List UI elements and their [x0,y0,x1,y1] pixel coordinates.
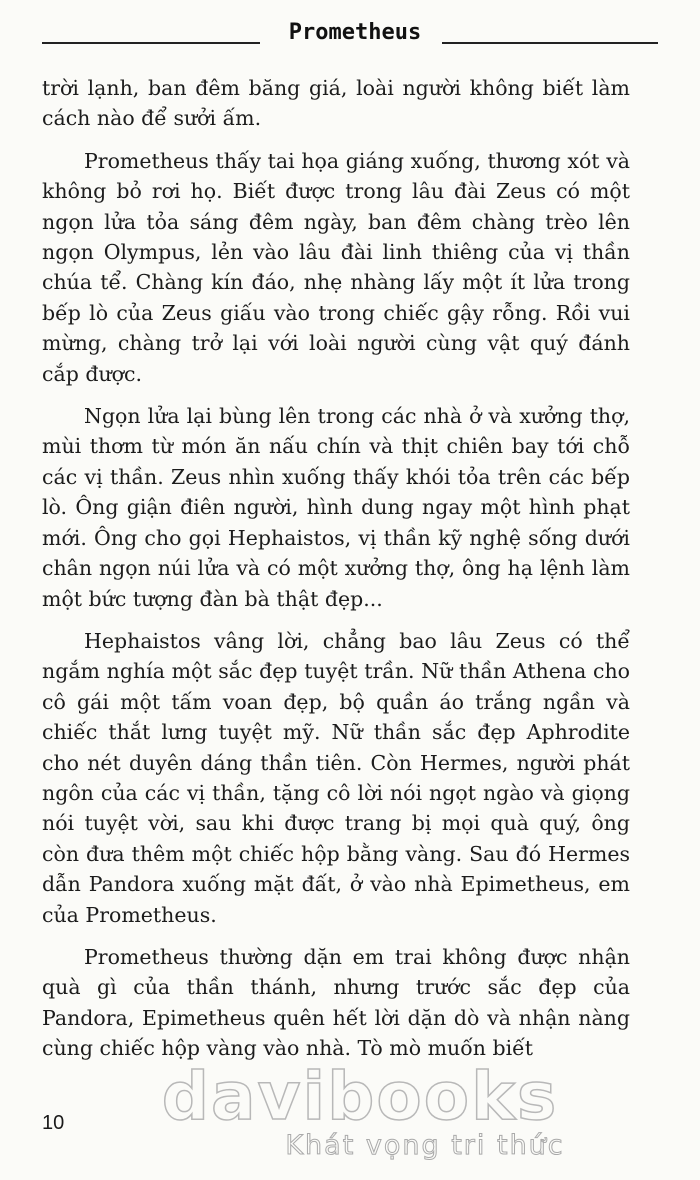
header-rule-right [442,42,658,44]
header-rule-left [42,42,260,44]
paragraph: Prometheus thấy tai họa giáng xuống, thương xót và không bỏ rơi họ. Biết được trong lâu đài Zeus có một ngọn lửa tỏa sáng đêm ngày, ban đêm chàng trèo lên ngọn Olympus, lẻn vào lâu đài linh thiêng của vị thần chúa tể. Chàng kín đáo, nhẹ nhàng lấy một ít lửa trong bếp lò của Zeus giấu vào trong chiếc gậy rỗng. Rồi vui mừng, chàng trở lại với loài người cùng vật quý đánh cắp được. [42,148,630,386]
running-header [42,14,658,54]
watermark-tagline: Khát vọng tri thức [285,1130,565,1161]
watermark-brand: davibooks [161,1058,559,1135]
watermark [150,1058,570,1161]
paragraph: Ngọn lửa lại bùng lên trong các nhà ở và xưởng thợ, mùi thơm từ món ăn nấu chín và thịt chiên bay tới chỗ các vị thần. Zeus nhìn xuống thấy khói tỏa trên các bếp lò. Ông giận điên người, hình dung ngay một hình phạt mới. Ông cho gọi Hephaistos, vị thần kỹ nghệ sống dưới chân ngọn núi lửa và có một xưởng thợ, ông hạ lệnh làm một bức tượng đàn bà thật đẹp... [42,404,630,611]
running-header-title: Prometheus [288,20,422,45]
paragraph-continued: trời lạnh, ban đêm băng giá, loài người không biết làm cách nào để sưởi ấm. [42,76,630,131]
page-number: 10 [42,1112,65,1134]
paragraph: Prometheus thường dặn em trai không được nhận quà gì của thần thánh, nhưng trước sắc đẹp của Pandora, Epimetheus quên hết lời dặn dò và nhận nàng cùng chiếc hộp vàng vào nhà. Tò mò muốn biết [42,944,630,1061]
paragraph: Hephaistos vâng lời, chẳng bao lâu Zeus có thể ngắm nghía một sắc đẹp tuyệt trần. Nữ thần Athena cho cô gái một tấm voan đẹp, bộ quần áo trắng ngần và chiếc thắt lưng tuyệt mỹ. Nữ thần sắc đẹp Aphrodite cho nét duyên dáng thần tiên. Còn Hermes, người phát ngôn của các vị thần, tặng cô lời nói ngọt ngào và giọng nói tuyệt vời, sau khi được trang bị mọi quà quý, ông còn đưa thêm một chiếc hộp bằng vàng. Sau đó Hermes dẫn Pandora xuống mặt đất, ở vào nhà Epimetheus, em của Prometheus. [42,628,630,927]
body-text [42,73,630,1076]
